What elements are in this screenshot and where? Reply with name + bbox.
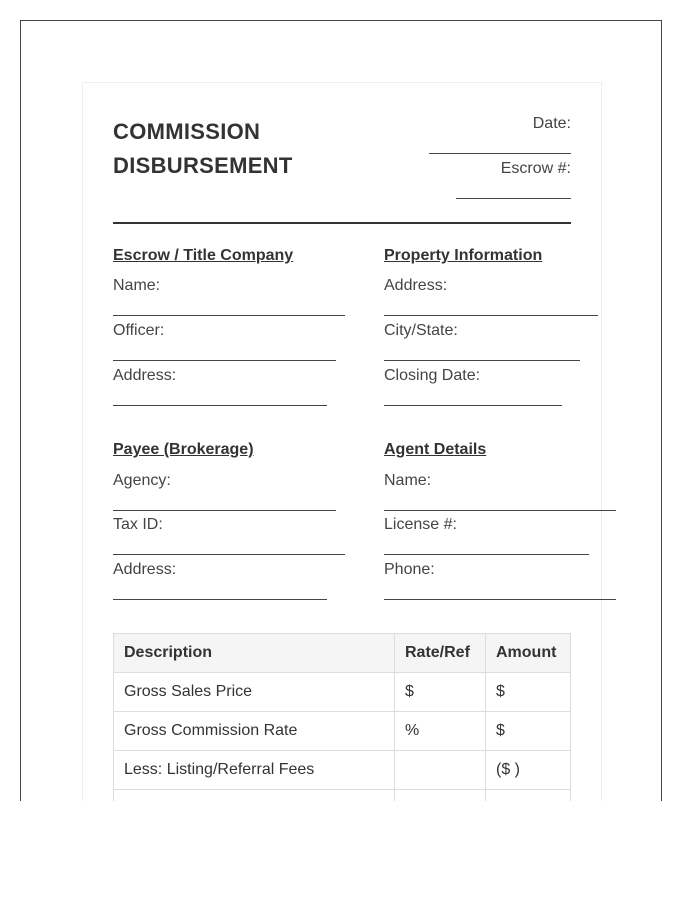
escrow-number-blank[interactable] [456,198,571,199]
title-line-1: COMMISSION [113,119,261,144]
row-description [114,790,395,802]
document-frame [20,20,662,801]
row-description: Less: Listing/Referral Fees [114,751,395,790]
property-address-blank[interactable] [384,315,598,316]
header-amount: Amount [486,634,571,673]
date-label: Date: [532,115,571,132]
table-row [114,751,571,790]
row-amount[interactable]: $ [486,673,571,712]
closing-date-blank[interactable] [384,405,562,406]
agent-name-label: Name: [384,472,432,489]
header-divider [113,222,571,224]
table-row [114,790,571,802]
row-amount[interactable]: ($ ) [486,751,571,790]
payee-address-blank[interactable] [113,599,327,600]
row-rate[interactable] [395,790,486,802]
header-rate-ref: Rate/Ref [395,634,486,673]
table-header-row [114,634,571,673]
form-page [82,82,602,801]
row-amount[interactable] [486,790,571,802]
agent-license-blank[interactable] [384,554,589,555]
payee-agency-label: Agency: [113,472,171,489]
closing-date-label: Closing Date: [384,367,481,384]
payee-tax-id-label: Tax ID: [113,516,163,533]
agent-phone-blank[interactable] [384,599,616,600]
form-title [113,115,293,183]
header-description: Description [114,634,395,673]
row-rate[interactable]: % [395,712,486,751]
row-rate[interactable]: $ [395,673,486,712]
property-section-title: Property Information [384,247,543,264]
payee-section-title: Payee (Brokerage) [113,441,254,458]
escrow-officer-blank[interactable] [113,360,336,361]
row-description: Gross Sales Price [114,673,395,712]
agent-name-blank[interactable] [384,510,616,511]
agent-section-title: Agent Details [384,441,487,458]
property-address-label: Address: [384,277,448,294]
agent-license-label: License #: [384,516,457,533]
commission-table [113,633,571,801]
date-blank[interactable] [429,153,571,154]
table-row [114,673,571,712]
escrow-number-label: Escrow #: [500,160,571,177]
row-amount[interactable]: $ [486,712,571,751]
payee-address-label: Address: [113,561,177,578]
escrow-name-label: Name: [113,277,161,294]
row-rate[interactable] [395,751,486,790]
property-city-state-label: City/State: [384,322,458,339]
payee-agency-blank[interactable] [113,510,336,511]
escrow-address-label: Address: [113,367,177,384]
property-city-state-blank[interactable] [384,360,580,361]
escrow-section-title: Escrow / Title Company [113,247,294,264]
escrow-officer-label: Officer: [113,322,165,339]
payee-tax-id-blank[interactable] [113,554,345,555]
agent-phone-label: Phone: [384,561,435,578]
escrow-name-blank[interactable] [113,315,345,316]
table-row [114,712,571,751]
title-line-2: DISBURSEMENT [113,153,293,178]
escrow-address-blank[interactable] [113,405,327,406]
row-description: Gross Commission Rate [114,712,395,751]
